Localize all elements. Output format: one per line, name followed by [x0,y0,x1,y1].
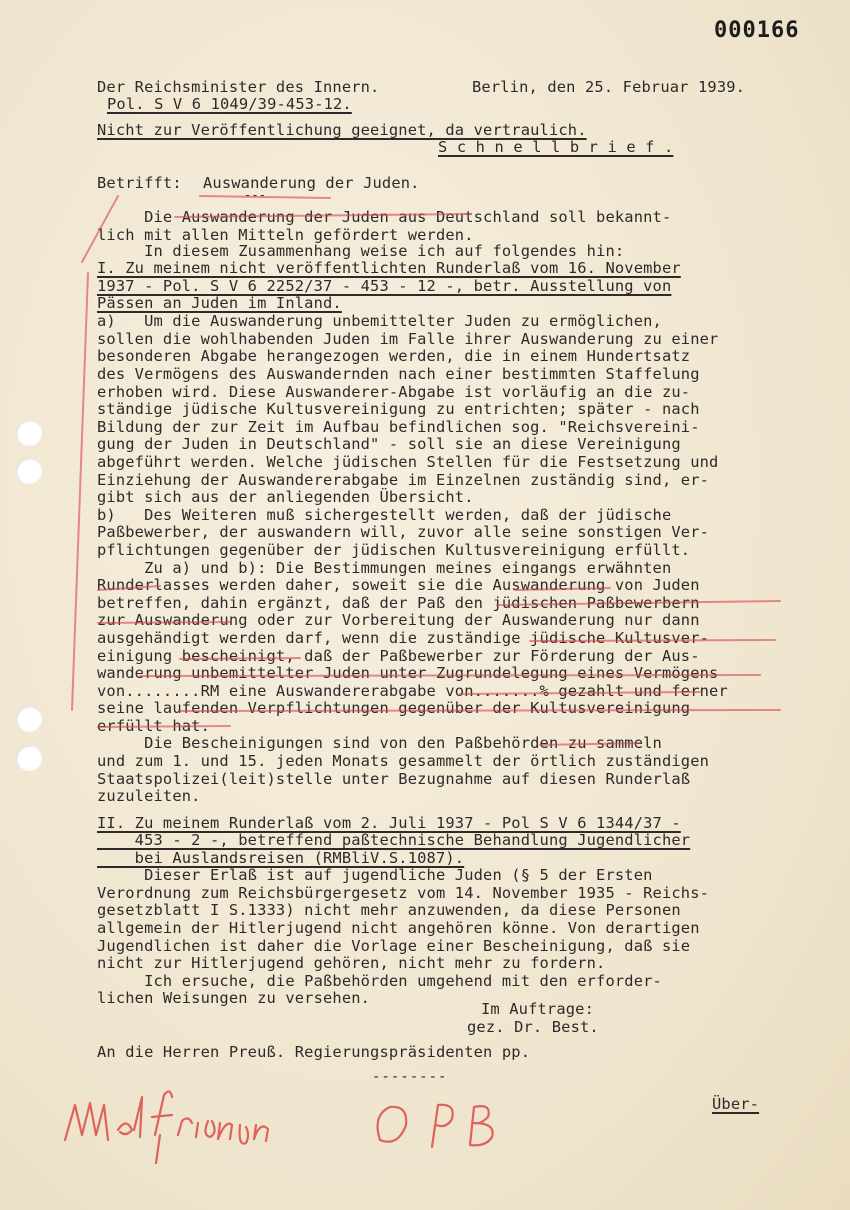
para-cert-line: zuzuleiten. [97,787,201,805]
underline-mark [180,710,780,711]
handwriting-stroke [118,1097,142,1137]
underline-mark [175,214,470,217]
para-ab-line: erfüllt hat. [97,717,210,735]
urgency-note: S c h n e l l b r i e f . [438,138,674,156]
para-a-line: besonderen Abgabe herangezogen werden, die in einem Hundertsatz [97,347,691,365]
para-a-line: abgeführt werden. Welche jüdischen Stellen für die Festsetzung und [97,453,719,471]
subject-text: Auswanderung der Juden. [203,174,420,192]
subject-label: Betrifft: [97,174,182,192]
section2-heading: 453 - 2 -, betreffend paßtechnische Behandlung Jugendlicher [97,831,691,849]
para-ab-line: zur Auswanderung oder zur Vorbereitung der Auswanderung nur dann [97,611,700,629]
recipient: An die Herren Preuß. Regierungspräsidenten pp. [97,1043,531,1061]
place-date: Berlin, den 25. Februar 1939. [472,78,746,96]
signature-line: Im Auftrage: [481,1000,594,1018]
para-a-line: des Vermögens des Auswandernden nach einer bestimmten Staffelung [97,365,700,383]
para-ab-line: ausgehändigt werden darf, wenn die zuständige jüdische Kultusver- [97,629,710,647]
section2-heading: II. Zu meinem Runderlaß vom 2. Juli 1937 - Pol S V 6 1344/37 - [97,814,681,832]
para-b-line: Paßbewerber, der auswandern will, zuvor alle seine sonstigen Ver- [97,523,710,541]
para-ab-line: wanderung unbemittelter Juden unter Zugrundelegung eines Vermögens [97,664,719,682]
file-reference: Pol. S V 6 1049/39-453-12. [107,95,352,113]
para-a-line: sollen die wohlhabenden Juden im Falle ihrer Auswanderung zu einer [97,330,719,348]
section1-heading: I. Zu meinem nicht veröffentlichten Runderlaß vom 16. November [97,259,681,277]
underline-mark [540,743,640,745]
section2-line: Dieser Erlaß ist auf jugendliche Juden (§ 5 der Ersten [97,866,653,884]
para-a-line: Einziehung der Auswandererabgabe im Einzelnen zuständig sind, er- [97,471,710,489]
section2-line: nicht zur Hitlerjugend gehören, nicht mehr zu fordern. [97,954,606,972]
signature-name: gez. Dr. Best. [467,1018,599,1036]
underline-mark [180,658,300,659]
underline-mark [460,692,700,694]
section2-line: Jugendlichen ist daher die Vorlage einer Bescheinigung, daß sie [97,937,691,955]
para-ab-line: einigung bescheinigt, daß der Paßbewerber zur Förderung der Aus- [97,647,700,665]
classification-note: Nicht zur Veröffentlichung geeignet, da vertraulich. [97,121,587,139]
para-b-line: b) Des Weiteren muß sichergestellt werden, daß der jüdische [97,506,672,524]
section2-line: Verordnung zum Reichsbürgergesetz vom 14. November 1935 - Reichs- [97,884,710,902]
section2-line: lichen Weisungen zu versehen. [97,989,371,1007]
section2-line: gesetzblatt I S.1333) nicht mehr anzuwenden, da diese Personen [97,901,681,919]
archive-stamp: 000166 [714,18,800,43]
para-ab-line: Runderlasses werden daher, soweit sie die Auswanderung von Juden [97,576,700,594]
handwritten-note [60,1085,520,1175]
para-cert-line: und zum 1. und 15. jeden Monats gesammelt der örtlich zuständigen [97,752,710,770]
handwriting-stroke [432,1105,453,1147]
para-cert-line: Die Bescheinigungen sind von den Paßbehörden zu sammeln [97,734,662,752]
intro-line: In diesem Zusammenhang weise ich auf folgendes hin: [97,242,625,260]
para-b-line: pflichtungen gegenüber der jüdischen Kultusvereinigung erfüllt. [97,541,691,559]
intro-line: lich mit allen Mitteln gefördert werden. [97,226,474,244]
handwriting-stroke [65,1103,108,1140]
underline-mark [515,588,610,590]
underline-mark [200,196,330,198]
section2-line: Ich ersuche, die Paßbehörden umgehend mit den erforder- [97,972,662,990]
separator: -------- [372,1069,448,1085]
handwriting-stroke [152,1091,172,1163]
section1-heading: Pässen an Juden im Inland. [97,294,342,312]
intro-line: Die Auswanderung der Juden aus Deutschland soll bekannt- [97,208,672,226]
para-a-line: erhoben wird. Diese Auswanderer-Abgabe ist vorläufig an die zu- [97,383,691,401]
underline-mark [497,601,780,605]
margin-stroke [82,196,118,262]
handwriting-stroke [378,1107,407,1142]
para-a-line: gibt sich aus der anliegenden Übersicht. [97,488,474,506]
underline-mark [530,640,775,641]
section2-heading: bei Auslandsreisen (RMBliV.S.1087). [97,849,465,867]
underline-mark [140,675,760,676]
para-a-line: ständige jüdische Kultusvereinigung zu entrichten; später - nach [97,400,700,418]
section2-line: allgemein der Hitlerjugend nicht angehören könne. Von derartigen [97,919,700,937]
para-ab-line: Zu a) und b): Die Bestimmungen meines eingangs erwähnten [97,559,672,577]
subject-rule: --- [244,188,267,202]
margin-stroke [72,273,88,710]
continuation-mark: Über- [712,1095,760,1113]
handwriting-stroke [178,1118,268,1143]
underline-mark [98,586,160,590]
para-ab-line: von........RM eine Auswandererabgabe von.......% gezahlt und ferner [97,682,728,700]
para-ab-line: seine laufenden Verpflichtungen gegenüber der Kultusvereinigung [97,699,691,717]
underline-mark [98,726,230,727]
para-a-line: Bildung der zur Zeit im Aufbau befindlichen sog. "Reichsvereini- [97,418,700,436]
section1-heading: 1937 - Pol. S V 6 2252/37 - 453 - 12 -, betr. Ausstellung von [97,277,672,295]
para-a-line: gung der Juden in Deutschland" - soll sie an diese Vereinigung [97,435,681,453]
handwriting-stroke [470,1106,493,1145]
para-ab-line: betreffen, dahin ergänzt, daß der Paß den jüdischen Paßbewerbern [97,594,700,612]
underline-mark [98,622,230,623]
para-cert-line: Staatspolizei(leit)stelle unter Bezugnahme auf diesen Runderlaß [97,770,691,788]
sender: Der Reichsminister des Innern. [97,78,380,96]
para-a-line: a) Um die Auswanderung unbemittelter Juden zu ermöglichen, [97,312,662,330]
